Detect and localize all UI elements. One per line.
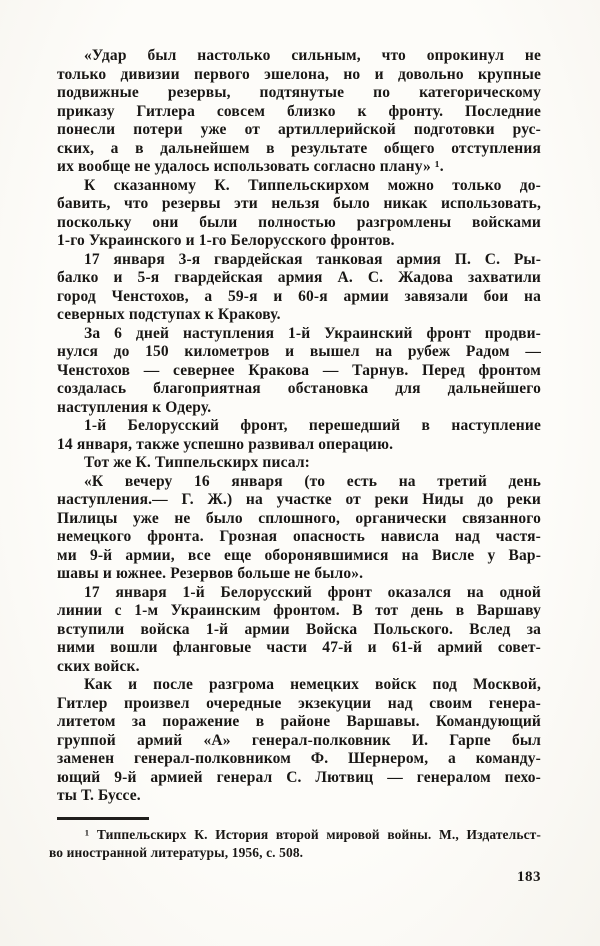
footnote [49,826,541,862]
text-line: во иностранной литературы, 1956, с. 508. [49,845,304,860]
text-line: Как и после разгрома немецких войск под Москвой, [84,676,541,693]
paragraph [57,584,541,677]
text-line: ющий 9-й армией генерал С. Лютвиц — генералом пехо- [57,768,541,786]
page-number: 183 [517,869,541,885]
footnote-divider [57,817,149,820]
paragraph [57,177,541,251]
paragraph [57,454,541,473]
text-line: К сказанному К. Типпельскирхом можно только до- [84,176,541,194]
text-line: немецкого фронта. Грозная опасность нависла над частя- [57,528,541,545]
text-line: 17 января 1-й Белорусский фронт оказался на одной [84,583,541,601]
paragraph [57,676,541,806]
text-line: заменен генерал-полковником Ф. Шернером, а команду- [57,750,541,767]
text-line: вступили войска 1-й армии Войска Польского. Вслед за [57,620,541,638]
text-line: наступления к Одеру. [57,398,212,416]
text-line: линии с 1-м Украинским фронтом. В тот день в Варшаву [57,602,541,619]
text-line: 17 января 3-я гвардейская танковая армия П. С. Ры- [84,250,541,268]
text-line: «К вечеру 16 января (то есть на третий день [84,472,541,490]
text-line: ними вошли фланговые части 47-й и 61-й армий совет- [57,639,541,656]
paragraph [57,325,541,418]
text-line: литетом за поражение в районе Варшавы. Командующий [57,713,541,730]
text-line: группой армий «А» генерал-полковник И. Гарпе был [57,731,541,749]
text-line: понесли потери уже от артиллерийской подготовки рус- [57,121,541,138]
text-line: Тот же К. Типпельскирх писал: [84,454,310,471]
text-line: балко и 5-я гвардейская армия А. С. Жадова захватили [57,269,541,286]
text-line: поскольку они были полностью разгромлены войсками [57,213,541,231]
paragraph [57,251,541,325]
text-line: северных подступах к Кракову. [57,306,281,323]
paragraph [57,417,541,454]
text-line: их вообще не удалось использовать согласно плану» ¹. [57,158,444,175]
text-line: «Удар был настолько сильным, что опрокинул не [84,47,541,64]
text-line: Ченстохов — севернее Кракова — Тарнув. Перед фронтом [57,361,541,379]
text-line: ¹ Типпельскирх К. История второй мировой войны. М., Издательст- [85,827,541,842]
text-line: ты Т. Буссе. [57,787,141,804]
text-line: только дивизии первого эшелона, но и довольно крупные [57,65,541,83]
text-line: ских, а в дальнейшем в результате общего отступления [57,139,541,157]
paragraph [57,473,541,584]
body-text [57,47,541,806]
text-line: подвижные резервы, подтянутые по категорическому [57,84,541,101]
text-line: ми 9-й армии, все еще оборонявшимися на Висле у Вар- [57,546,541,564]
text-line: Гитлер произвел очередные экзекуции над своим генера- [57,694,541,712]
text-line: бавить, что резервы эти нельзя было никак использовать, [57,195,541,212]
text-line: приказу Гитлера совсем близко к фронту. Последние [57,102,541,120]
paragraph [57,47,541,177]
text-line: 1-й Белорусский фронт, перешедший в наступление [84,417,541,434]
text-line: За 6 дней наступления 1-й Украинский фронт продви- [84,324,541,342]
text-line: 1-го Украинского и 1-го Белорусского фронтов. [57,232,395,249]
text-line: ских войск. [57,657,140,675]
text-line: нулся до 150 километров и вышел на рубеж Радом — [57,343,541,360]
text-line: наступления.— Г. Ж.) на участке от реки Ниды до реки [57,491,541,508]
text-line: создалась благоприятная обстановка для дальнейшего [57,380,541,397]
text-line: шавы и южнее. Резервов больше не было». [57,565,364,582]
text-line: Пилицы уже не было сплошного, органически связанного [57,509,541,527]
text-line: 14 января, также успешно развивал операцию. [57,435,394,453]
text-line: город Ченстохов, а 59-я и 60-я армии завязали бои на [57,287,541,305]
